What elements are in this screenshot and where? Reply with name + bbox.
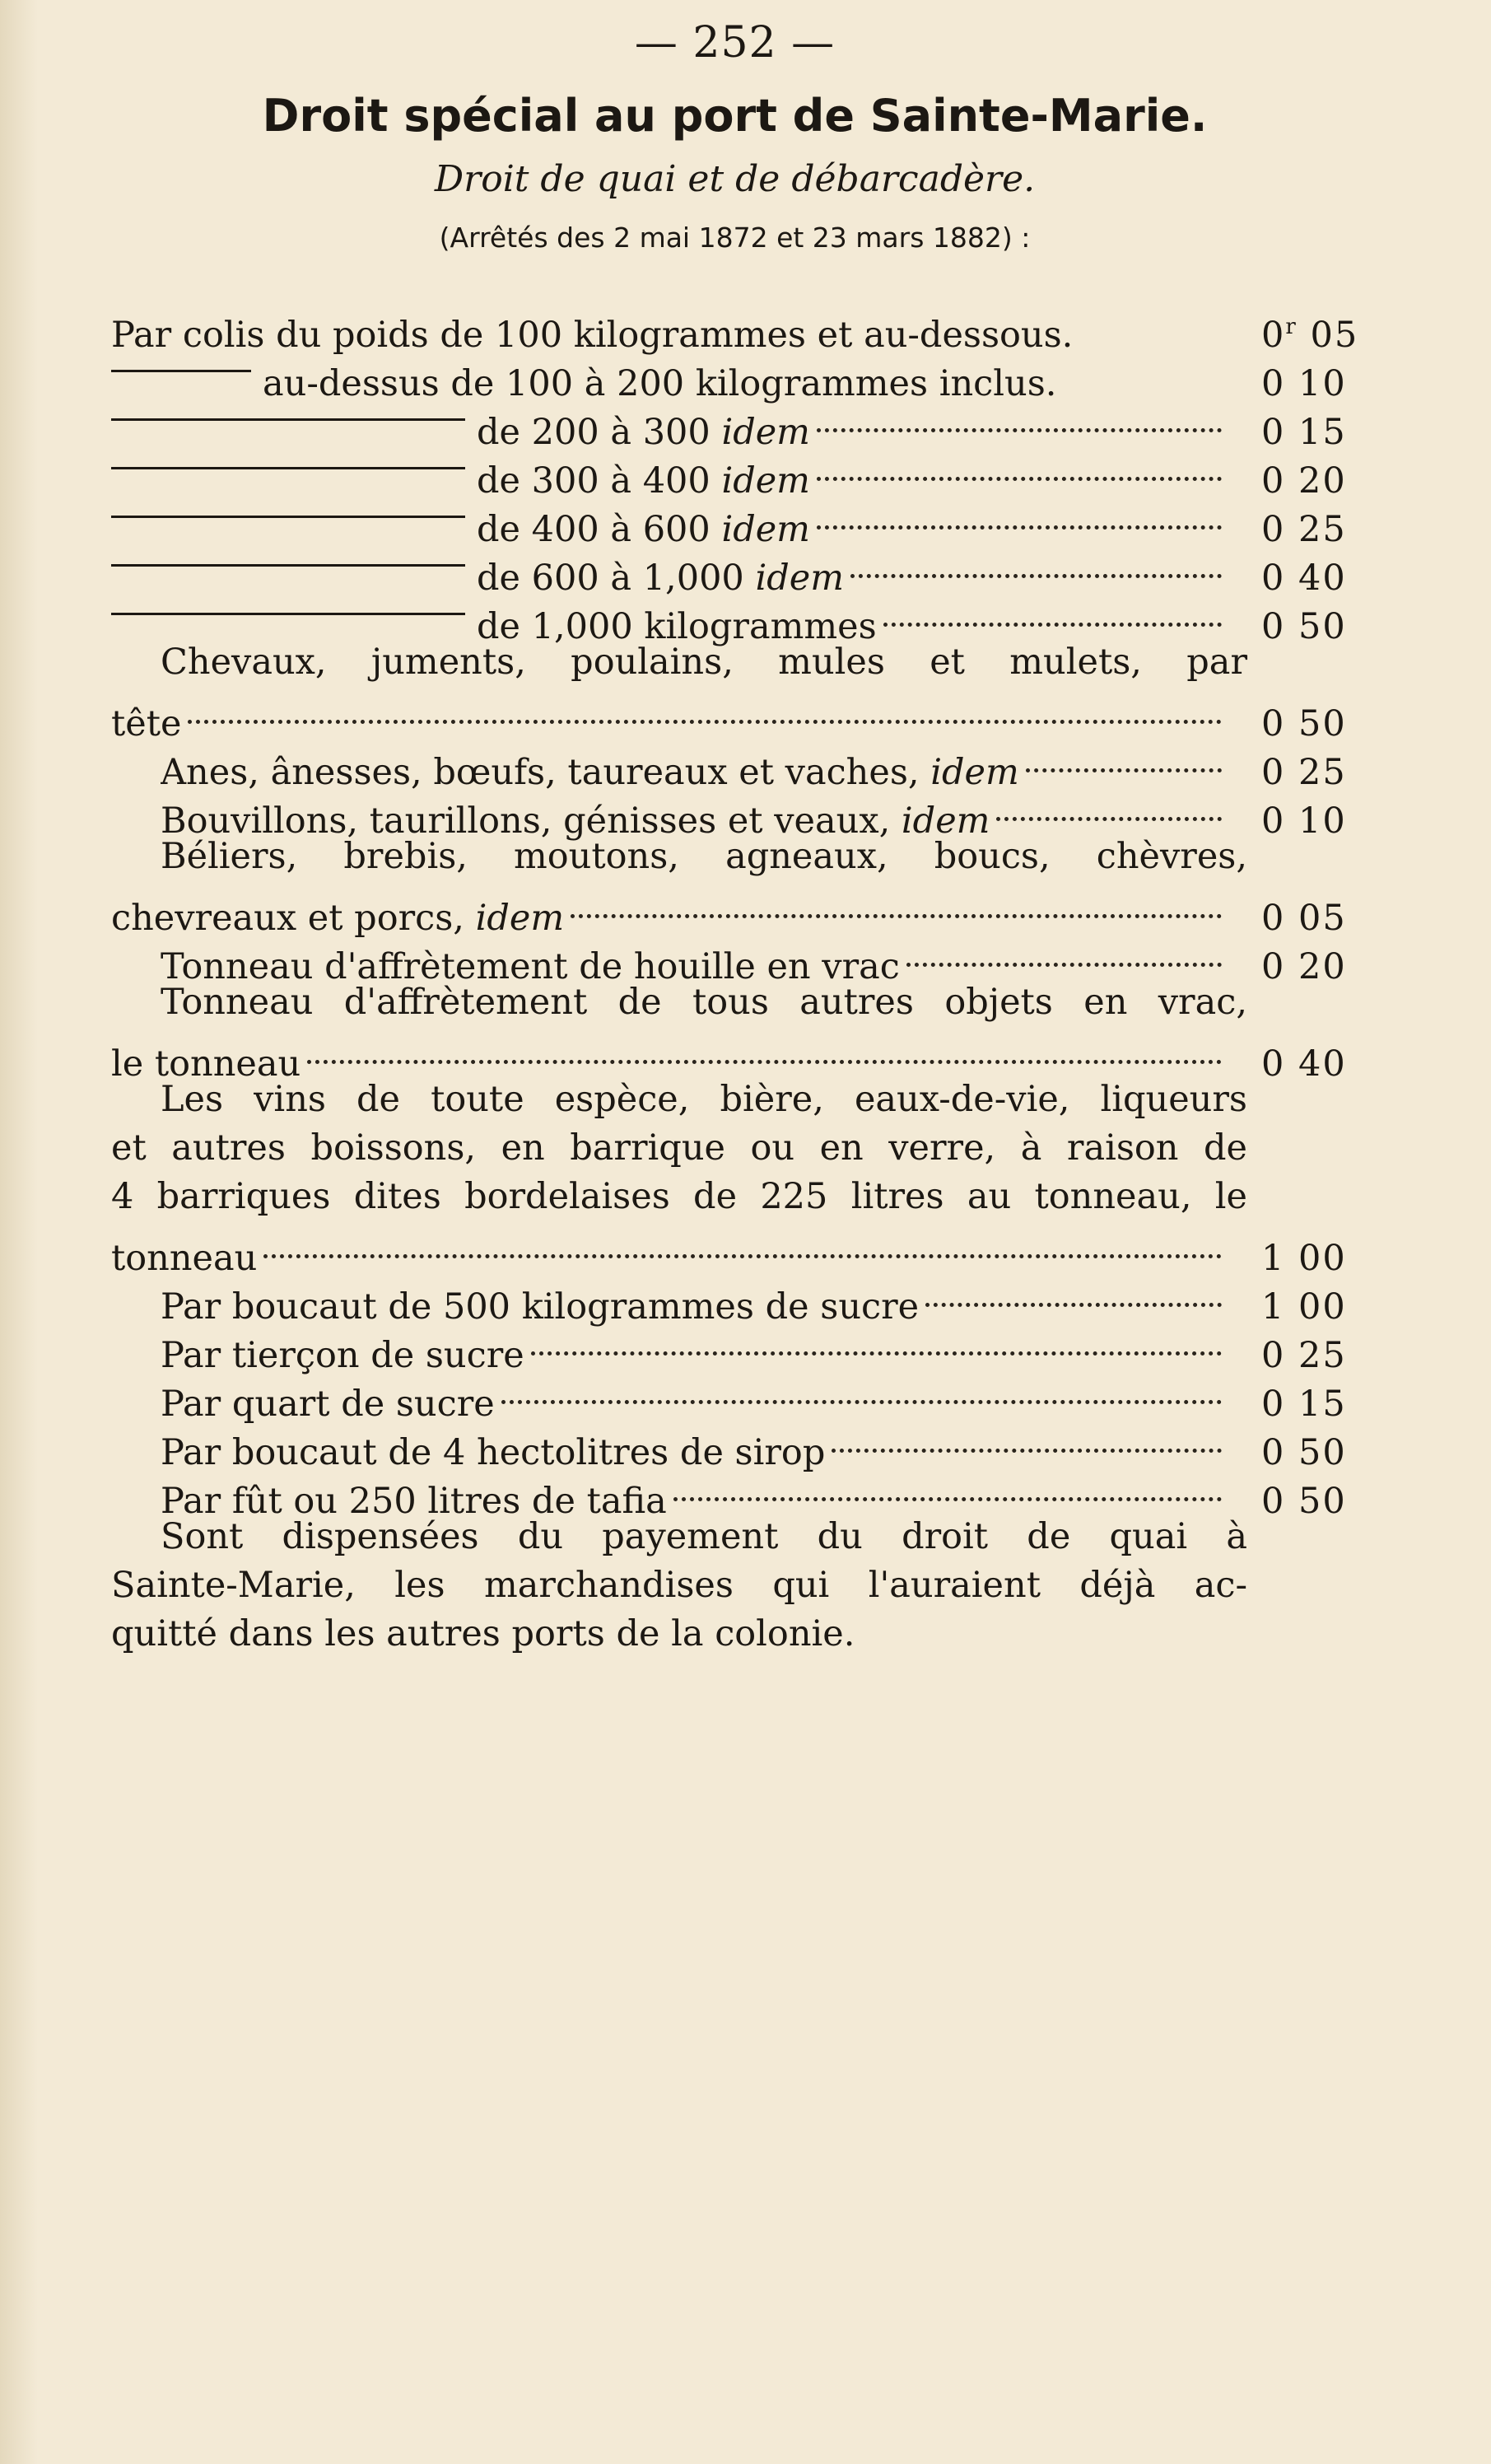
dot-leader (817, 395, 1222, 444)
tariff-label: Anes, ânesses, bœufs, taureaux et vaches, idem (161, 752, 1019, 793)
tariff-row (111, 735, 1358, 793)
tariff-text-line: Chevaux, juments, poulains, mules et mulets, par (161, 642, 1247, 683)
tariff-label: Tonneau d'affrètement de houille en vrac (161, 946, 900, 987)
page-number: — 252 — (634, 18, 836, 68)
tariff-value: 0 50 (1261, 1432, 1347, 1473)
tariff-label: tonneau (111, 1238, 258, 1279)
dot-leader (263, 1221, 1222, 1270)
dot-leader (832, 1416, 1222, 1464)
tariff-label: Par quart de sucre (161, 1384, 495, 1425)
tariff-row (111, 1270, 1358, 1328)
tariff-row (111, 298, 1359, 356)
tariff-label: Par colis du poids de 100 kilogrammes et au-dessous. (111, 315, 1074, 356)
tariff-text-line: 4 barriques dites bordelaises de 225 litres au tonneau, le (111, 1176, 1247, 1217)
dot-leader (906, 930, 1222, 978)
tariff-text-line: Béliers, brebis, moutons, agneaux, boucs, chèvres, (161, 836, 1247, 877)
dot-leader (1026, 735, 1222, 784)
tariff-value: 0 40 (1261, 558, 1347, 599)
tariff-value: 0 05 (1261, 898, 1347, 939)
dot-leader (571, 881, 1222, 930)
tariff-value: 0 15 (1261, 412, 1347, 453)
tariff-value: 1 00 (1261, 1286, 1347, 1328)
dot-leader (996, 784, 1222, 833)
dot-leader (817, 492, 1222, 541)
tariff-label: Bouvillons, taurillons, génisses et veaux, idem (161, 800, 990, 842)
tariff-label: de 1,000 kilogrammes (477, 606, 877, 647)
tariff-value: 0 20 (1261, 946, 1347, 987)
tariff-row (111, 1027, 1358, 1085)
tariff-label: de 200 à 300 idem (477, 412, 810, 453)
tariff-value: 0 50 (1261, 703, 1347, 744)
decree-reference: (Arrêtés des 2 mai 1872 et 23 mars 1882) : (439, 222, 1031, 254)
dot-leader (501, 1367, 1222, 1416)
dot-leader (188, 687, 1222, 735)
tariff-list (111, 298, 1358, 1659)
dot-leader (883, 590, 1222, 638)
tariff-label: de 300 à 400 idem (477, 460, 810, 502)
tariff-value: 0 10 (1261, 363, 1347, 404)
tariff-label: de 400 à 600 idem (477, 509, 810, 550)
tariff-label: le tonneau (111, 1043, 301, 1085)
tariff-value: 0 25 (1261, 752, 1347, 793)
footer-text-line: Sont dispensées du payement du droit de quai à (161, 1516, 1247, 1557)
page-title: Droit spécial au port de Sainte-Marie. (262, 90, 1208, 142)
dot-leader (925, 1270, 1222, 1318)
tariff-text-line: et autres boissons, en barrique ou en verre, à raison de (111, 1127, 1247, 1169)
section-subtitle: Droit de quai et de débarcadère. (434, 158, 1036, 200)
footer-text-line: quitté dans les autres ports de la colonie. (111, 1613, 855, 1654)
dot-leader (817, 444, 1222, 492)
tariff-value: 0$^r$ 05 (1261, 315, 1359, 356)
tariff-value: 1 00 (1261, 1238, 1347, 1279)
dot-leader (850, 541, 1222, 590)
tariff-value: 0 25 (1261, 509, 1347, 550)
ditto-rule (111, 564, 465, 567)
ditto-rule (111, 418, 465, 421)
tariff-row (111, 1221, 1358, 1279)
tariff-text-line: Tonneau d'affrètement de tous autres objets en vrac, (161, 982, 1247, 1023)
tariff-label: Par boucaut de 4 hectolitres de sirop (161, 1432, 826, 1473)
ditto-rule (111, 370, 251, 372)
tariff-value: 0 25 (1261, 1335, 1347, 1376)
tariff-label: de 600 à 1,000 idem (477, 558, 844, 599)
tariff-value: 0 20 (1261, 460, 1347, 502)
tariff-value: 0 10 (1261, 800, 1347, 842)
tariff-label: Par fût ou 250 litres de tafia (161, 1481, 667, 1522)
tariff-label: au-dessus de 100 à 200 kilogrammes inclus. (263, 363, 1057, 404)
tariff-value: 0 40 (1261, 1043, 1347, 1085)
tariff-value: 0 50 (1261, 606, 1347, 647)
tariff-label: Par tierçon de sucre (161, 1335, 524, 1376)
tariff-label: tête (111, 703, 182, 744)
tariff-label: chevreaux et porcs, idem (111, 898, 565, 939)
tariff-value: 0 50 (1261, 1481, 1347, 1522)
tariff-text-line: Les vins de toute espèce, bière, eaux-de-vie, liqueurs (161, 1079, 1247, 1120)
tariff-row (111, 881, 1358, 939)
dot-leader (307, 1027, 1222, 1076)
page-content (111, 0, 1358, 1659)
tariff-label: Par boucaut de 500 kilogrammes de sucre (161, 1286, 920, 1328)
tariff-row (111, 687, 1358, 744)
page-binding-shadow (0, 0, 38, 2464)
ditto-rule (111, 613, 465, 615)
dot-leader (531, 1318, 1222, 1367)
dot-leader (673, 1464, 1222, 1513)
ditto-rule (111, 467, 465, 469)
footer-text-line: Sainte-Marie, les marchandises qui l'auraient déjà ac- (111, 1565, 1247, 1606)
tariff-value: 0 15 (1261, 1384, 1347, 1425)
ditto-rule (111, 516, 465, 518)
